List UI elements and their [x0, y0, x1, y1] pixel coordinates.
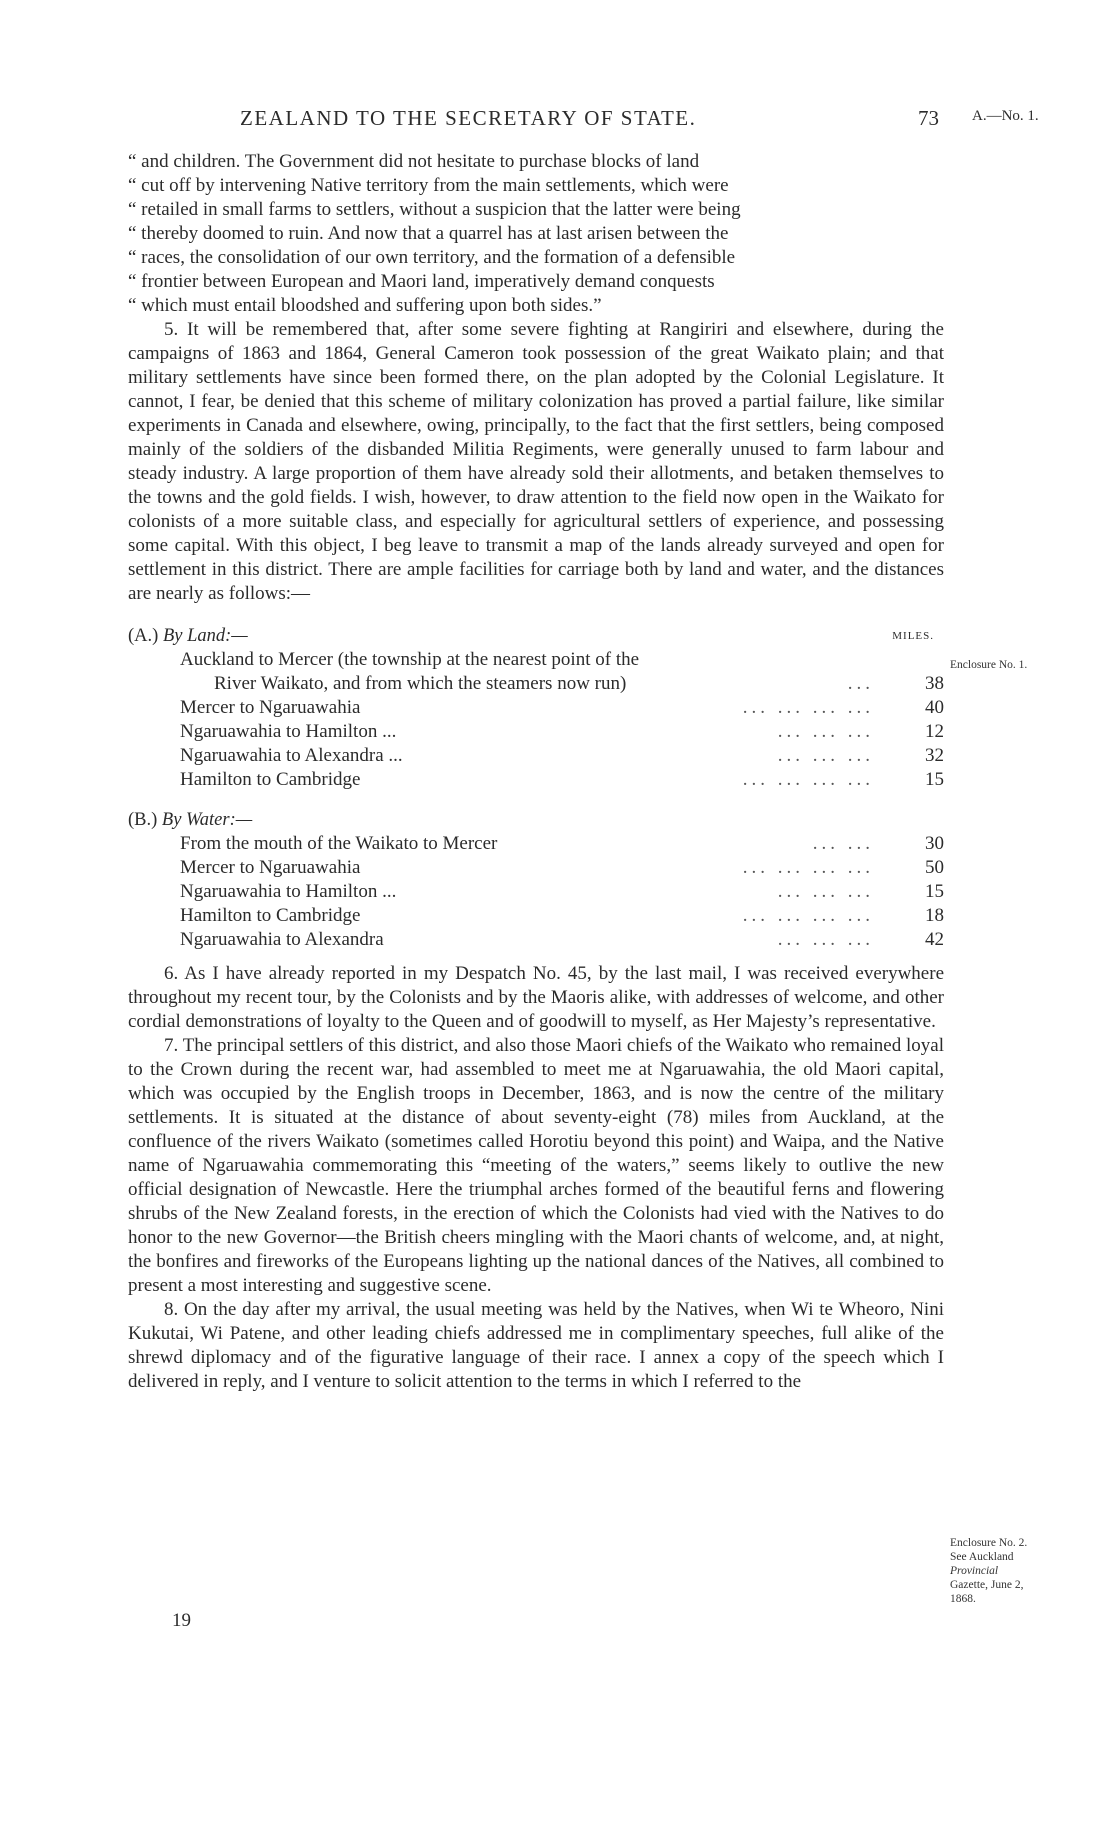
margin-note-enclosure-2	[950, 1536, 1027, 1606]
route: Ngaruawahia to Hamilton ...	[180, 881, 397, 902]
paragraph-6: 6. As I have already reported in my Despatch No. 45, by the last mail, I was received everywhere throughout my recent tour, by the Colonists and by the Maoris alike, with addresses of welcome, and other cordial demonstrations of loyalty to the Queen and of goodwill to myself, as Her Majesty’s representative.	[128, 963, 944, 1032]
enclosure-2-gazette: Gazette, June 2,	[950, 1579, 1024, 1591]
paragraph-8: 8. On the day after my arrival, the usual meeting was held by the Natives, when Wi te Wheoro, Nini Kukutai, Wi Patene, and other leading chiefs addressed me in complimentary speeches, full alike of the shrewd diplomacy and of the figurative language of their race. I annex a copy of the speech which I delivered in reply, and I venture to solicit attention to the terms in which I referred to the	[128, 1299, 944, 1392]
group-prefix: (A.)	[128, 626, 159, 646]
leader-dots: ... ... ...	[777, 745, 874, 766]
route: Hamilton to Cambridge	[180, 769, 361, 790]
running-title: ZEALAND TO THE SECRETARY OF STATE.	[240, 106, 697, 130]
leader-dots: ... ... ... ...	[742, 769, 874, 790]
route: Ngaruawahia to Alexandra	[180, 929, 384, 950]
distances-table	[128, 624, 944, 952]
leader-dots: ... ... ... ...	[742, 697, 874, 718]
quote-line: “ cut off by intervening Native territory from the main settlements, which were	[128, 175, 729, 196]
route: From the mouth of the Waikato to Mercer	[180, 833, 498, 854]
leader-dots: ... ... ... ...	[742, 857, 874, 878]
miles-value: 30	[925, 833, 944, 854]
miles-value: 12	[925, 721, 944, 742]
route: Mercer to Ngaruawahia	[180, 697, 361, 718]
leader-dots: ... ...	[812, 833, 874, 854]
quote-line: “ races, the consolidation of our own territory, and the formation of a defensible	[128, 247, 736, 268]
miles-value: 42	[925, 929, 944, 950]
group-label: By Water:—	[161, 810, 253, 830]
leader-dots: ... ... ...	[777, 929, 874, 950]
quote-line: “ which must entail bloodshed and suffering upon both sides.”	[128, 295, 602, 316]
water-group-header	[128, 808, 944, 832]
miles-value: 40	[925, 697, 944, 718]
route: Ngaruawahia to Alexandra ...	[180, 745, 403, 766]
table-row	[128, 672, 944, 696]
miles-value: 32	[925, 745, 944, 766]
body-text	[128, 150, 944, 1394]
group-label: By Land:—	[162, 626, 248, 646]
land-group-header	[128, 624, 944, 648]
leader-dots: ... ... ... ...	[742, 905, 874, 926]
table-row	[128, 768, 944, 792]
enclosure-2-provincial: Provincial	[950, 1565, 999, 1577]
leader-dots: ... ... ...	[777, 881, 874, 902]
paragraph-5: 5. It will be remembered that, after some severe fighting at Rangiriri and elsewhere, during the campaigns of 1863 and 1864, General Cameron took possession of the great Waikato plain; and that military settlements have since been formed there, on the plan adopted by the Colonial Legislature. It cannot, I fear, be denied that this scheme of military colonization has proved a partial failure, like similar experiments in Canada and elsewhere, owing, principally, to the fact that the first settlers, being composed mainly of the soldiers of the disbanded Militia Regiments, were generally unused to farm labour and steady industry. A large proportion of them have already sold their allotments, and betaken themselves to the towns and the gold fields. I wish, however, to draw attention to the field now open in the Waikato for colonists of a more suitable class, and especially for agricultural settlers of experience, and possessing some capital. With this object, I beg leave to transmit a map of the lands already surveyed and open for settlement in this district. There are ample facilities for carriage both by land and water, and the distances are nearly as follows:—	[128, 319, 944, 604]
route: Mercer to Ngaruawahia	[180, 857, 361, 878]
running-head	[180, 106, 1080, 136]
miles-value: 15	[925, 881, 944, 902]
enclosure-2-title: Enclosure No. 2.	[950, 1537, 1028, 1549]
quoted-passage	[128, 150, 944, 318]
group-prefix: (B.)	[128, 810, 158, 830]
quote-line: “ frontier between European and Maori land, imperatively demand conquests	[128, 271, 715, 292]
enclosure-2-see: See Auckland	[950, 1551, 1014, 1563]
enclosure-2-year: 1868.	[950, 1593, 976, 1605]
miles-value: 50	[925, 857, 944, 878]
table-row	[128, 856, 944, 880]
miles-value: 38	[925, 673, 944, 694]
route: Hamilton to Cambridge	[180, 905, 361, 926]
leader-dots: ...	[847, 673, 874, 694]
margin-note-enclosure-1: Enclosure No. 1.	[950, 659, 1028, 671]
table-row	[128, 832, 944, 856]
signature-mark: 19	[172, 1610, 191, 1631]
quote-line: “ retailed in small farms to settlers, without a suspicion that the latter were being	[128, 199, 741, 220]
quote-line: “ thereby doomed to ruin. And now that a quarrel has at last arisen between the	[128, 223, 729, 244]
route: Auckland to Mercer (the township at the nearest point of the	[180, 649, 640, 670]
paragraph-7: 7. The principal settlers of this district, and also those Maori chiefs of the Waikato who remained loyal to the Crown during the recent war, had assembled to meet me at Ngaruawahia, the old Maori capital, which was occupied by the English troops in December, 1863, and is now the centre of the military settlements. It is situated at the distance of about seventy-eight (78) miles from Auckland, at the confluence of the rivers Waikato (sometimes called Horotiu beyond this point) and Waipa, and the Native name of Ngaruawahia commemorating this “meeting of the waters,” seems likely to outlive the new official designation of Newcastle. Here the triumphal arches formed of the beautiful ferns and flowering shrubs of the New Zealand forests, in the erection of which the Colonists had vied with the Natives to do honor to the new Governor—the British cheers mingling with the Maori chants of welcome, and, at night, the bonfires and fireworks of the Europeans lighting up the national dances of the Natives, all combined to present a most interesting and suggestive scene.	[128, 1035, 944, 1296]
table-row	[128, 744, 944, 768]
document-reference: A.—No. 1.	[972, 108, 1039, 124]
miles-value: 18	[925, 905, 944, 926]
quote-line: “ and children. The Government did not hesitate to purchase blocks of land	[128, 151, 700, 172]
table-row	[128, 696, 944, 720]
miles-header: MILES.	[892, 630, 934, 642]
route: River Waikato, and from which the steamers now run)	[214, 673, 627, 694]
page-number: 73	[918, 106, 939, 130]
table-row	[128, 720, 944, 744]
table-row	[128, 928, 944, 952]
table-row	[128, 648, 944, 672]
leader-dots: ... ... ...	[777, 721, 874, 742]
route: Ngaruawahia to Hamilton ...	[180, 721, 397, 742]
table-row	[128, 904, 944, 928]
miles-value: 15	[925, 769, 944, 790]
table-row	[128, 880, 944, 904]
